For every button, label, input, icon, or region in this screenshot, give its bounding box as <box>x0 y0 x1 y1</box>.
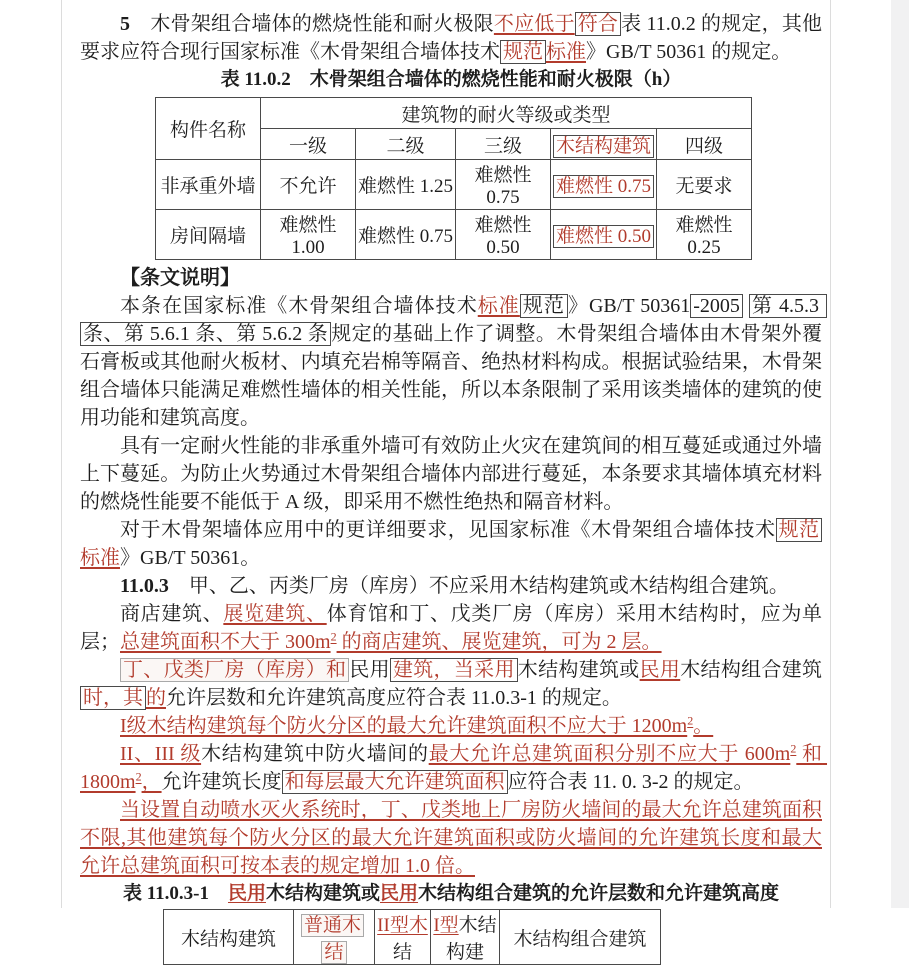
table1-row2-cell3 <box>456 210 551 260</box>
text-run: II型木 <box>377 915 428 936</box>
table1-row1-name: 非承重外墙 <box>156 160 261 210</box>
text-run: 和每层最大允许建筑面积 <box>282 770 508 794</box>
commentary-paragraph-2 <box>80 432 822 516</box>
text-run: 民用 <box>227 883 266 904</box>
text-run: 商店建筑、 <box>120 603 224 625</box>
commentary-paragraph-1 <box>80 292 825 432</box>
text-run: 标准 <box>546 41 586 63</box>
text-run: II、III 级 <box>120 743 202 765</box>
text-run: 当设置自动喷水灭火系统时，丁、戊类地上厂房防火墙间的最大允许总建筑面积不限,其他建筑每个防火分区的最大允许建筑面积或防火墙间的允许建筑长度和最大允许总建筑面积可按本表的规定增加 1.0 倍。 <box>80 799 822 877</box>
table1-row2-cell2 <box>356 210 456 260</box>
text-run: 最大允许总建筑面积分别不应大于 600m <box>428 743 791 765</box>
paragraph-factories <box>80 656 822 712</box>
table-11-0-3-1 <box>163 909 661 965</box>
table-11-0-2 <box>155 97 752 260</box>
page-right-border-line <box>830 0 831 908</box>
text-run: 【条文说明】 <box>120 267 240 289</box>
text-run: 结 <box>392 942 412 963</box>
text-run: -2005 <box>690 294 743 318</box>
text-run: 无要求 <box>675 176 733 197</box>
text-run: 》GB/T 50361。 <box>120 547 261 569</box>
clause-5-paragraph <box>80 10 822 66</box>
page-left-border-line <box>61 0 62 908</box>
text-run: 甲、乙、丙类厂房（库房）不应采用木结构建筑或木结构组合建筑。 <box>168 575 789 597</box>
text-run: 规范 <box>520 294 568 318</box>
table1-row1-cell4 <box>551 160 657 210</box>
page-content <box>80 0 828 965</box>
text-run: 应符合表 11. 0. 3-2 的规定。 <box>507 771 754 793</box>
text-run: 本条在国家标准《木骨架组合墙体技术 <box>120 295 478 317</box>
text-run: 四级 <box>685 135 724 157</box>
text-run: 体育馆和丁、戊类厂房（库房）采用木结构时，应为单层； <box>80 603 823 653</box>
text-run: 难燃性 0.25 <box>675 215 738 258</box>
text-run: 展览建筑、 <box>223 603 327 625</box>
table1-header-grades-span: 建筑物的耐火等级或类型 <box>261 98 752 129</box>
table-11-0-3-1-title <box>80 880 822 908</box>
table1-grade-3 <box>456 129 551 160</box>
text-run: 。 <box>693 715 714 737</box>
text-run: 的商店建筑、展览建筑，可为 2 层。 <box>336 631 662 653</box>
text-run: 11.0.3 <box>120 575 169 597</box>
paragraph-sprinkler <box>80 796 822 880</box>
viewer-right-margin <box>891 0 909 908</box>
text-run: 5 <box>120 13 130 35</box>
text-run: 木结构建筑或 <box>266 883 381 904</box>
text-run: 木结构组合建筑 <box>680 659 823 681</box>
text-run: 丁、戊类厂房（库房）和 <box>120 658 349 682</box>
text-run: 规范 <box>500 40 546 64</box>
table-row <box>156 210 752 260</box>
text-run: 民用 <box>639 659 681 681</box>
text-run: 难燃性 0.75 <box>474 165 537 208</box>
text-run: 木结构组合建筑的允许层数和允许建筑高度 <box>418 883 780 904</box>
text-run: 民用 <box>380 883 419 904</box>
text-run: 标准 <box>477 295 520 317</box>
table1-row1-cell2 <box>356 160 456 210</box>
text-run: I级木结构建筑每个防火分区的最大允许建筑面积不应大于 1200m <box>120 715 688 737</box>
text-run: 允许层数和允许建筑高度应符合表 11.0.3-1 的规定。 <box>166 687 622 709</box>
table-row <box>156 160 752 210</box>
table1-row2-name: 房间隔墙 <box>156 210 261 260</box>
table1-row2-cell4 <box>551 210 657 260</box>
text-run: 木结构建 <box>445 915 497 963</box>
text-run: 规定的基础上作了调整。木骨架组合墙体由木骨架外覆石膏板或其他耐火板材、内填充岩棉等隔音、绝热材料构成。根据试验结果，木骨架组合墙体只能满足难燃性墙体的相关性能，所以本条限制了采用该类墙体的建筑的使用功能和建筑高度。 <box>80 323 823 429</box>
text-run: 规范 <box>776 518 823 542</box>
paragraph-shops <box>80 600 822 656</box>
text-run: ， <box>141 771 162 793</box>
text-run: 木结构建筑中防火墙间的 <box>201 743 429 765</box>
text-run: 建筑，当采用 <box>390 658 518 682</box>
table1-row2-cell1 <box>261 210 356 260</box>
text-run: 2 <box>135 769 142 784</box>
table2-cell-ordinary-wood <box>294 910 375 965</box>
paragraph-class1 <box>80 712 822 740</box>
commentary-heading <box>80 264 822 292</box>
table1-grade-4 <box>657 129 752 160</box>
table1-row1-cell3 <box>456 160 551 210</box>
text-run: 三级 <box>483 135 522 157</box>
text-run: 对于木骨架墙体应用中的更详细要求，见国家标准《木骨架组合墙体技术 <box>120 519 776 541</box>
text-run: 总建筑面积不大于 300m <box>120 631 331 653</box>
table2-cell-type1-wood <box>431 910 500 965</box>
text-run: I型 <box>433 915 459 936</box>
text-run: 允许建筑长度 <box>161 771 282 793</box>
text-run: 2 <box>687 713 694 728</box>
table1-row1-cell5 <box>657 160 752 210</box>
text-run: 时，其 <box>80 686 146 710</box>
table1-grade-2 <box>356 129 456 160</box>
text-run: 具有一定耐火性能的非承重外墙可有效防止火灾在建筑间的相互蔓延或通过外墙上下蔓延。为防止火势通过木骨架组合墙体内部进行蔓延，本条要求其墙体填充材料的燃烧性能要不能低于 A 级，即采用不燃性绝热和隔音材料。 <box>80 435 822 513</box>
table2-cell-type2-wood <box>375 910 431 965</box>
paragraph-class2-3 <box>80 740 828 796</box>
text-run: 表 11.0.3-1 <box>122 883 228 904</box>
clause-11-0-3-paragraph <box>80 572 822 600</box>
text-run: 不应低于 <box>493 13 575 35</box>
text-run: 木结构建筑 <box>553 135 654 158</box>
text-run: 难燃性 0.75 <box>357 226 453 247</box>
table2-cell-wood-structure <box>164 910 294 965</box>
text-run: 木结构建筑或 <box>517 659 640 681</box>
text-run: 表 11.0.2 的规定，其他要求应符合现行国家标准《木骨架组合墙体技术 <box>80 13 823 63</box>
text-run: 二级 <box>386 135 425 157</box>
text-run: 木骨架组合墙体的燃烧性能和耐火极限 <box>130 13 494 35</box>
text-run: 的 <box>146 687 166 709</box>
text-run: 难燃性 0.75 <box>553 175 654 198</box>
text-run: 难燃性 0.50 <box>474 215 537 258</box>
text-run: 木结构建筑 <box>180 928 276 950</box>
table-11-0-2-title: 表 11.0.2 木骨架组合墙体的燃烧性能和耐火极限（h） <box>220 69 682 90</box>
text-run: 普通木结 <box>301 914 364 964</box>
text-run: 第 4.5.3 条、第 5.6.1 条、第 5.6.2 条 <box>80 294 827 346</box>
table1-row1-cell1 <box>261 160 356 210</box>
table-row <box>164 910 661 965</box>
text-run: 2 <box>330 629 337 644</box>
table1-header-component: 构件名称 <box>156 98 261 160</box>
table1-grade-wood <box>551 129 657 160</box>
text-run: 一级 <box>288 135 327 157</box>
text-run: 》GB/T 50361 的规定。 <box>586 41 792 63</box>
text-run: 难燃性 0.50 <box>553 225 654 248</box>
table2-cell-composite-wood <box>500 910 661 965</box>
text-run: 和 1800m <box>80 743 828 793</box>
text-run: 标准 <box>80 547 120 569</box>
text-run: 难燃性 1.00 <box>279 215 342 258</box>
text-run: 》GB/T 50361 <box>567 295 691 317</box>
text-run: 2 <box>790 741 797 756</box>
table1-grade-1 <box>261 129 356 160</box>
text-run: 木结构组合建筑 <box>513 928 647 950</box>
text-run: 民用 <box>349 659 390 681</box>
text-run: 难燃性 1.25 <box>357 176 453 197</box>
commentary-paragraph-3 <box>80 516 822 572</box>
table1-row2-cell5 <box>657 210 752 260</box>
text-run: 符合 <box>575 12 621 36</box>
text-run: 不允许 <box>279 176 337 197</box>
